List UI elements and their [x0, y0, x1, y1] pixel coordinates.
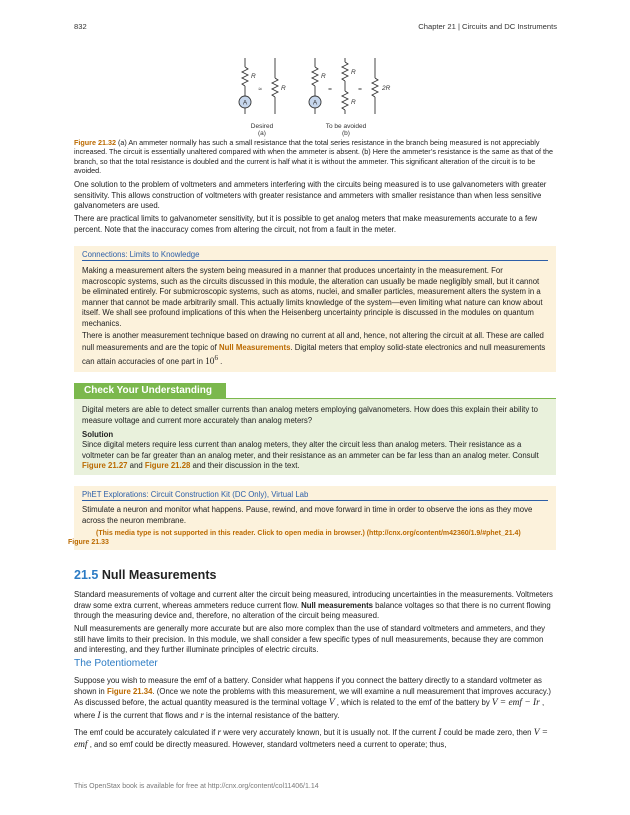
sub-a-letter: (a) — [258, 130, 266, 137]
section-title: Null Measurements — [98, 568, 217, 582]
section-paragraph-2: Null measurements are generally more accurate but are also more complex than the use of standard voltmeters and ammeters, and they still have limits to their precision. In this module, we shall consider a few specific types of null measurements, because they are common and interesting, and they further illuminate principles of electric circuits. — [74, 624, 546, 655]
figure-circuit-diagram — [225, 54, 405, 138]
figure-caption-label[interactable]: Figure 21.32 — [74, 138, 116, 147]
label-r-a2: R — [281, 85, 286, 92]
label-r-b2: R — [351, 69, 356, 76]
page-number: 832 — [74, 22, 87, 31]
section-paragraph-3: Suppose you wish to measure the emf of a battery. Consider what happens if you connect the battery directly to a standard voltmeter as shown in Figure 21.34. (Once we note the problems with this measurement, we will examine a null measurement that improves accuracy.) As discussed before, the actual quantity measured is the terminal voltage V , which is related to the emf of the battery by V = emf − Ir , where I is the current that flows and r is the internal resistance of the battery. — [74, 676, 551, 721]
sub-b-title: To be avoided — [325, 123, 367, 130]
label-r-b1: R — [321, 73, 326, 80]
figure-caption-text: (a) An ammeter normally has such a small resistance that the total series resistance in the branch being measured is not appreciably increased. The circuit is essentially unaltered compared with when the ammeter is absent. (b) Here the ammeter’s resistance is the same as that of the branch, so that the total resistance is doubled and the current is half what it is without the ammeter. This significant alteration of the circuit is to be avoided. — [74, 138, 553, 176]
emf-equation: V = emf — [74, 728, 548, 751]
label-r-a1: R — [251, 73, 256, 80]
paragraph-galvanometers: One solution to the problem of voltmeters and ammeters interfering with the circuits being measured is to use galvanometers with greater sensitivity. This allows construction of voltmeters with greater resistance and ammeters with smaller resistance than when less sensitive galvanometers are used. — [74, 180, 547, 211]
solution-text: Since digital meters require less current than analog meters, they alter the circuit less than analog meters. Their resistance as a voltmeter can be far greater than an analog meter, and their resistance as an ammeter can be far less than an analog meter. Consult Figure 21.27 and Figure 21.28 and their discussion in the text. — [82, 440, 539, 471]
phet-title[interactable]: PhET Explorations: Circuit Construction Kit (DC Only), Virtual Lab — [82, 490, 309, 499]
connections-title-underline — [82, 260, 548, 261]
phet-title-underline — [82, 500, 548, 501]
solution-label: Solution — [82, 430, 114, 439]
equals-sign-2: = — [358, 86, 362, 93]
connections-paragraph-1: Making a measurement alters the system being measured in a manner that produces uncertainty in the measurement. For macroscopic systems, such as the circuits discussed in this module, the alteration can usually be made negligibly small, but it cannot be eliminated entirely. For submicroscopic systems, such as atoms, nuclei, and smaller particles, measurement alters the system in a manner that cannot be made arbitrarily small. This actually limits knowledge of the system—even limiting what nature can know about itself. We shall see profound implications of this when the Heisenberg uncertainty principle is discussed in the modules on quantum mechanics. — [82, 266, 543, 328]
subsection-heading: The Potentiometer — [74, 658, 158, 669]
label-r-b3: R — [351, 99, 356, 106]
figure-21-34-link[interactable]: Figure 21.34 — [106, 687, 153, 697]
equals-sign-1: = — [328, 86, 332, 93]
check-heading: Check Your Understanding — [74, 383, 226, 398]
figure-caption — [74, 138, 556, 176]
terminal-voltage-equation: V = emf − Ir — [491, 698, 540, 709]
connections-box — [74, 246, 556, 372]
figure-21-27-link[interactable]: Figure 21.27 — [82, 461, 128, 471]
phet-figure-label: Figure 21.33 — [68, 539, 109, 547]
ammeter-b-label: A — [312, 99, 318, 107]
connections-title[interactable]: Connections: Limits to Knowledge — [82, 250, 200, 259]
null-measurements-term: Null measurements — [301, 600, 374, 610]
footer-note: This OpenStax book is available for free at http://cnx.org/content/col11406/1.14 — [74, 783, 319, 790]
label-2r: 2R — [382, 85, 391, 92]
null-measurements-link[interactable]: Null Measurements — [218, 342, 291, 352]
check-question: Digital meters are able to detect smaller currents than analog meters employing galvanometers. How does this explain their ability to measure voltage and current more accurately than analog meters? — [82, 405, 538, 425]
section-heading — [74, 568, 556, 582]
sub-a-title: Desired — [250, 123, 274, 130]
section-paragraph-1: Standard measurements of voltage and current alter the circuit being measured, introducing uncertainties in the measurements. Voltmeters draw some extra current, whereas ammeters reduce current flow. Null measurements balance voltages so that there is no current flowing through the measuring device and, therefore, no alteration of the circuit being measured. — [74, 590, 553, 621]
connections-paragraph-2: There is another measurement technique based on drawing no current at all and, hence, not altering the circuit at all. These are called null measurements and are the topic of Null Measurements. Digital meters that employ solid-state electronics and null measurements can attain accuracies of one part in $10^6$ . — [82, 331, 546, 368]
section-paragraph-4: The emf could be accurately calculated if r were very accurately known, but it is usually not. If the current I could be made zero, then V = emf , and so emf could be directly measured. However, standard voltmeters need a current to operate; thus, — [74, 728, 548, 751]
phet-media-link[interactable]: (This media type is not supported in this reader. Click to open media in browser.) (http://cnx.org/content/m42360/1.9/#phet_21.4) Figure 21.33 — [68, 530, 521, 547]
sub-b-letter: (b) — [342, 130, 350, 137]
ammeter-a-label: A — [242, 99, 248, 107]
chapter-header: Chapter 21 | Circuits and DC Instruments — [418, 22, 557, 31]
ten-power: $10^6$ — [205, 354, 218, 368]
check-heading-bar — [74, 383, 556, 399]
phet-text: Stimulate a neuron and monitor what happens. Pause, rewind, and move forward in time in order to observe the ions as they move across the neuron membrane. — [82, 505, 533, 525]
approx-sign: ≈ — [258, 86, 262, 93]
check-box — [74, 399, 556, 475]
phet-box — [68, 486, 556, 550]
figure-21-28-link[interactable]: Figure 21.28 — [144, 461, 191, 471]
section-number: 21.5 — [74, 568, 99, 582]
paragraph-practical-limits: There are practical limits to galvanometer sensitivity, but it is possible to get analog meters that make measurements accurate to a few percent. Note that the inaccuracy comes from altering the circuit, not from a fault in the meter. — [74, 214, 538, 234]
